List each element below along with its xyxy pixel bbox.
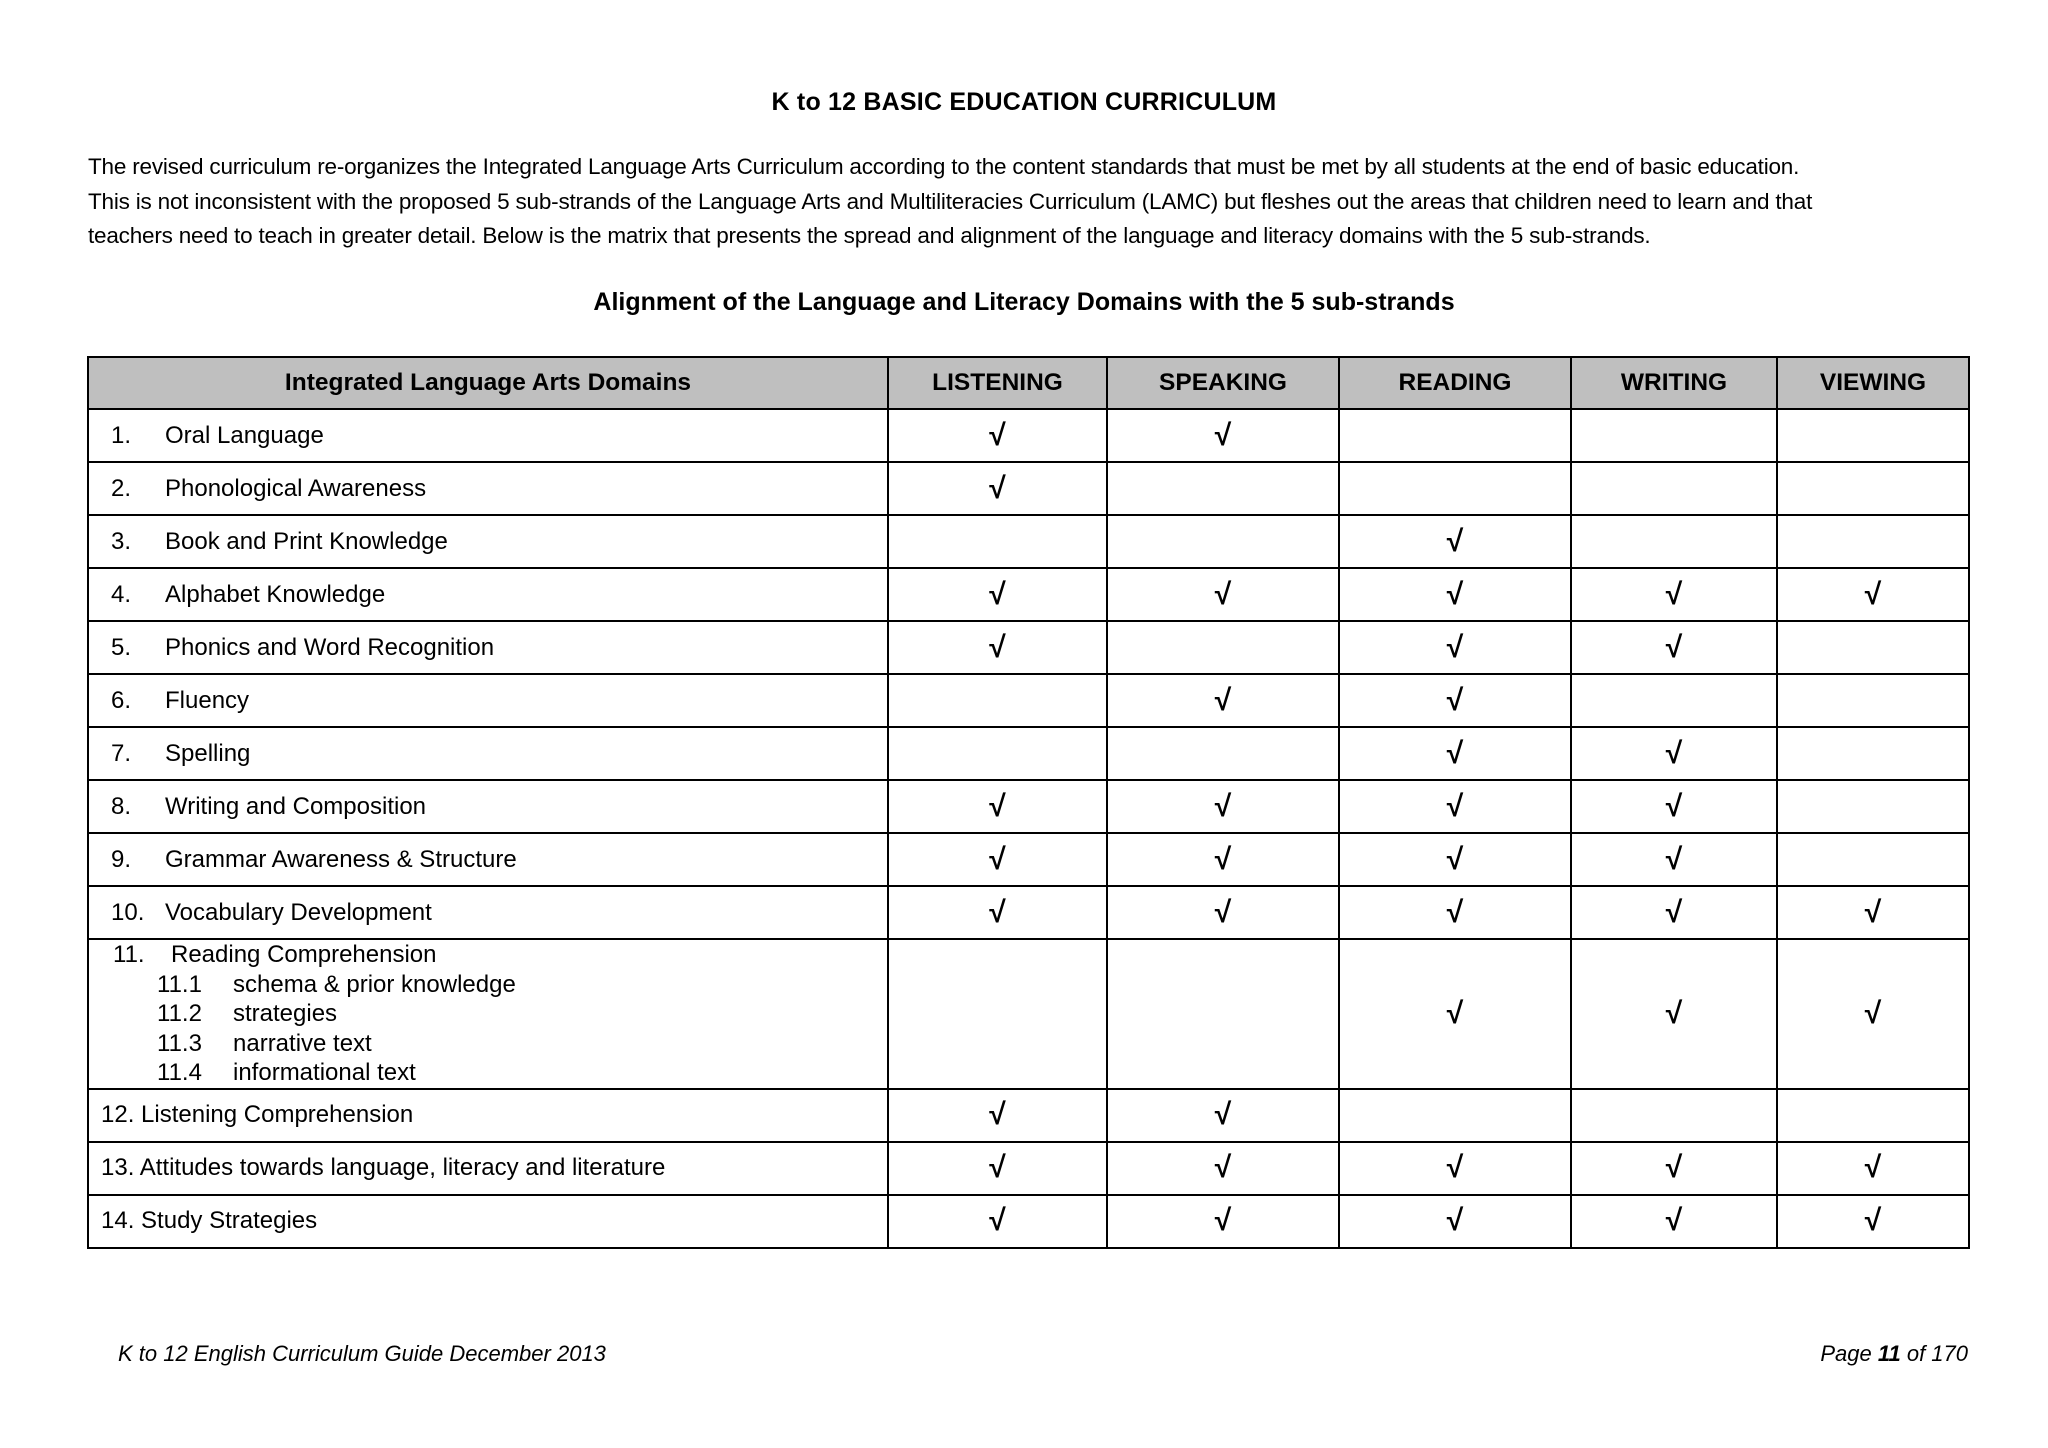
document-title: K to 12 BASIC EDUCATION CURRICULUM	[771, 88, 1277, 116]
cell-writing	[1571, 780, 1777, 833]
check-mark-icon: √	[1214, 418, 1232, 452]
cell-writing	[1571, 1142, 1777, 1195]
check-mark-icon: √	[1446, 895, 1464, 929]
table-row	[88, 833, 1969, 886]
current-page: 11	[1877, 1341, 1901, 1366]
check-mark-icon: √	[1446, 789, 1464, 823]
domain-cell	[88, 515, 888, 568]
check-mark-icon: √	[1214, 1098, 1232, 1131]
check-mark-icon: √	[989, 1204, 1006, 1237]
check-mark-icon: √	[989, 842, 1006, 876]
table-row	[88, 780, 1969, 833]
cell-writing	[1571, 621, 1777, 674]
check-mark-icon: √	[1446, 577, 1464, 611]
cell-speaking	[1107, 727, 1339, 780]
domain-label: Grammar Awareness & Structure	[165, 845, 517, 873]
cell-speaking	[1107, 780, 1339, 833]
cell-viewing	[1777, 1195, 1969, 1248]
check-mark-icon: √	[1864, 577, 1882, 611]
domain-label: Writing and Composition	[165, 792, 427, 820]
cell-listening	[888, 780, 1107, 833]
domain-label: Phonological Awareness	[165, 474, 427, 502]
check-mark-icon: √	[1864, 996, 1882, 1030]
domain-cell	[88, 833, 888, 886]
sub-domain-number: 11.3	[157, 1029, 202, 1057]
domain-number: 2.	[111, 474, 132, 502]
cell-speaking	[1107, 515, 1339, 568]
cell-writing	[1571, 833, 1777, 886]
check-mark-icon: √	[1446, 524, 1464, 558]
table-row	[88, 568, 1969, 621]
cell-reading	[1339, 515, 1571, 568]
check-mark-icon: √	[989, 471, 1006, 505]
cell-viewing	[1777, 833, 1969, 886]
sub-domain-number: 11.4	[157, 1059, 202, 1086]
check-mark-icon: √	[1665, 736, 1683, 770]
cell-writing	[1571, 939, 1777, 1089]
footer-page-number	[1820, 1341, 1968, 1367]
cell-reading	[1339, 939, 1571, 1089]
check-mark-icon: √	[1864, 1151, 1882, 1184]
cell-listening	[888, 674, 1107, 727]
cell-viewing	[1777, 462, 1969, 515]
domain-number: 3.	[111, 527, 132, 555]
cell-viewing	[1777, 727, 1969, 780]
domain-number: 13.	[101, 1154, 135, 1181]
cell-reading	[1339, 568, 1571, 621]
check-mark-icon: √	[1864, 1204, 1882, 1237]
cell-viewing	[1777, 1142, 1969, 1195]
domain-label: Book and Print Knowledge	[165, 527, 448, 555]
table-row	[88, 515, 1969, 568]
table-row	[88, 674, 1969, 727]
check-mark-icon: √	[1665, 789, 1683, 823]
table-row	[88, 939, 1969, 1089]
check-mark-icon: √	[1214, 683, 1232, 717]
domain-number: 14.	[101, 1207, 135, 1234]
check-mark-icon: √	[1446, 1151, 1464, 1184]
domain-number: 10.	[111, 898, 145, 926]
check-mark-icon: √	[989, 789, 1006, 823]
cell-speaking	[1107, 1142, 1339, 1195]
check-mark-icon: √	[1446, 683, 1464, 717]
cell-listening	[888, 1195, 1107, 1248]
cell-writing	[1571, 409, 1777, 462]
domain-number: 8.	[111, 792, 132, 820]
domain-cell	[88, 621, 888, 674]
cell-viewing	[1777, 780, 1969, 833]
domain-cell	[88, 1089, 888, 1142]
table-header-row	[88, 357, 1969, 409]
table-row	[88, 727, 1969, 780]
cell-speaking	[1107, 886, 1339, 939]
check-mark-icon: √	[1665, 1151, 1683, 1184]
check-mark-icon: √	[1665, 842, 1683, 876]
sub-domain-item	[113, 999, 887, 1029]
domain-number: 11.	[113, 941, 145, 968]
cell-speaking	[1107, 1195, 1339, 1248]
table-row	[88, 1142, 1969, 1195]
header-viewing: VIEWING	[1777, 357, 1969, 409]
check-mark-icon: √	[1214, 895, 1232, 929]
cell-listening	[888, 886, 1107, 939]
header-reading: READING	[1339, 357, 1571, 409]
domain-label: Listening Comprehension	[141, 1101, 414, 1128]
page-suffix: of 170	[1900, 1341, 1968, 1366]
sub-domain-label: schema & prior knowledge	[233, 970, 516, 998]
check-mark-icon: √	[1214, 789, 1232, 823]
header-writing: WRITING	[1571, 357, 1777, 409]
check-mark-icon: √	[1665, 577, 1683, 611]
sub-domain-number: 11.1	[157, 970, 202, 998]
cell-writing	[1571, 462, 1777, 515]
domain-label: Spelling	[165, 739, 251, 767]
cell-viewing	[1777, 568, 1969, 621]
cell-listening	[888, 1089, 1107, 1142]
cell-listening	[888, 621, 1107, 674]
cell-listening	[888, 515, 1107, 568]
cell-reading	[1339, 621, 1571, 674]
table-row	[88, 621, 1969, 674]
check-mark-icon: √	[1446, 842, 1464, 876]
check-mark-icon: √	[1214, 1151, 1232, 1184]
domain-cell	[88, 727, 888, 780]
cell-listening	[888, 833, 1107, 886]
check-mark-icon: √	[1665, 895, 1683, 929]
intro-line: teachers need to teach in greater detail. Below is the matrix that presents the spread and alignment of the language and literacy domains with the 5 sub-strands.	[88, 223, 1651, 248]
header-speaking: SPEAKING	[1107, 357, 1339, 409]
sub-domain-item	[113, 1029, 887, 1059]
domain-label: Phonics and Word Recognition	[165, 633, 495, 661]
domain-cell	[88, 1195, 888, 1248]
domain-cell	[88, 409, 888, 462]
domain-label: Attitudes towards language, literacy and literature	[139, 1154, 666, 1181]
cell-viewing	[1777, 409, 1969, 462]
check-mark-icon: √	[1214, 842, 1232, 876]
check-mark-icon: √	[1665, 630, 1683, 664]
domain-cell	[88, 568, 888, 621]
cell-writing	[1571, 568, 1777, 621]
cell-writing	[1571, 1195, 1777, 1248]
domain-cell	[88, 780, 888, 833]
cell-reading	[1339, 462, 1571, 515]
cell-viewing	[1777, 939, 1969, 1089]
check-mark-icon: √	[1446, 630, 1464, 664]
cell-speaking	[1107, 1089, 1339, 1142]
cell-listening	[888, 939, 1107, 1089]
check-mark-icon: √	[989, 418, 1006, 452]
check-mark-icon: √	[1864, 895, 1882, 929]
header-listening: LISTENING	[888, 357, 1107, 409]
cell-speaking	[1107, 409, 1339, 462]
intro-line: The revised curriculum re-organizes the Integrated Language Arts Curriculum according to the content standards that must be met by all students at the end of basic education.	[88, 154, 1800, 179]
domain-label: Fluency	[165, 686, 250, 714]
cell-speaking	[1107, 568, 1339, 621]
cell-reading	[1339, 1195, 1571, 1248]
cell-listening	[888, 1142, 1107, 1195]
domain-number: 5.	[111, 633, 132, 661]
domain-number: 9.	[111, 845, 132, 873]
page-prefix: Page	[1820, 1341, 1878, 1366]
cell-viewing	[1777, 674, 1969, 727]
sub-domain-label: informational text	[233, 1059, 416, 1086]
domain-number: 4.	[111, 580, 132, 608]
check-mark-icon: √	[989, 1098, 1006, 1131]
cell-viewing	[1777, 515, 1969, 568]
cell-listening	[888, 462, 1107, 515]
cell-listening	[888, 409, 1107, 462]
cell-writing	[1571, 886, 1777, 939]
domain-number: 12.	[101, 1101, 135, 1128]
sub-domain-item	[113, 970, 887, 1000]
domain-label: Study Strategies	[141, 1207, 318, 1234]
check-mark-icon: √	[1214, 577, 1232, 611]
sub-domain-number: 11.2	[157, 1000, 202, 1027]
cell-reading	[1339, 727, 1571, 780]
check-mark-icon: √	[989, 895, 1006, 929]
domain-cell	[88, 674, 888, 727]
check-mark-icon: √	[989, 1151, 1006, 1184]
domain-label: Vocabulary Development	[165, 898, 432, 926]
cell-speaking	[1107, 674, 1339, 727]
cell-reading	[1339, 780, 1571, 833]
intro-line: This is not inconsistent with the proposed 5 sub-strands of the Language Arts and Multiliteracies Curriculum (LAMC) but fleshes out the areas that children need to learn and that	[88, 188, 1813, 214]
domain-number: 7.	[111, 739, 132, 767]
table-row	[88, 462, 1969, 515]
footer-guide-title: K to 12 English Curriculum Guide December 2013	[118, 1341, 606, 1366]
domain-number: 1.	[111, 421, 132, 449]
cell-writing	[1571, 515, 1777, 568]
intro-paragraph	[88, 150, 1968, 254]
domain-cell	[88, 886, 888, 939]
table-row	[88, 1089, 1969, 1142]
cell-speaking	[1107, 462, 1339, 515]
cell-reading	[1339, 674, 1571, 727]
alignment-matrix-table	[87, 356, 1970, 1249]
cell-viewing	[1777, 621, 1969, 674]
cell-speaking	[1107, 621, 1339, 674]
cell-listening	[888, 568, 1107, 621]
cell-reading	[1339, 833, 1571, 886]
table-row	[88, 1195, 1969, 1248]
table-row	[88, 886, 1969, 939]
header-domains: Integrated Language Arts Domains	[88, 357, 888, 409]
check-mark-icon: √	[1665, 1204, 1683, 1237]
domain-cell	[88, 939, 888, 1089]
domain-number: 6.	[111, 686, 132, 714]
check-mark-icon: √	[989, 630, 1006, 664]
sub-domain-item	[113, 1058, 887, 1088]
cell-reading	[1339, 1142, 1571, 1195]
check-mark-icon: √	[1446, 996, 1464, 1030]
cell-writing	[1571, 674, 1777, 727]
cell-speaking	[1107, 939, 1339, 1089]
domain-label: Oral Language	[165, 421, 324, 449]
sub-domain-label: narrative text	[233, 1029, 372, 1057]
domain-label: Reading Comprehension	[171, 941, 437, 968]
check-mark-icon: √	[1446, 736, 1464, 770]
cell-speaking	[1107, 833, 1339, 886]
check-mark-icon: √	[1214, 1204, 1232, 1237]
table-title: Alignment of the Language and Literacy Domains with the 5 sub-strands	[593, 288, 1455, 316]
cell-reading	[1339, 409, 1571, 462]
cell-viewing	[1777, 1089, 1969, 1142]
check-mark-icon: √	[989, 577, 1006, 611]
cell-listening	[888, 727, 1107, 780]
cell-writing	[1571, 727, 1777, 780]
domain-label: Alphabet Knowledge	[165, 580, 386, 608]
domain-cell	[88, 462, 888, 515]
cell-viewing	[1777, 886, 1969, 939]
cell-reading	[1339, 886, 1571, 939]
check-mark-icon: √	[1446, 1204, 1464, 1237]
sub-domain-label: strategies	[233, 1000, 338, 1027]
check-mark-icon: √	[1665, 996, 1683, 1030]
cell-writing	[1571, 1089, 1777, 1142]
table-row	[88, 409, 1969, 462]
cell-reading	[1339, 1089, 1571, 1142]
table-body	[88, 409, 1969, 1248]
domain-cell	[88, 1142, 888, 1195]
